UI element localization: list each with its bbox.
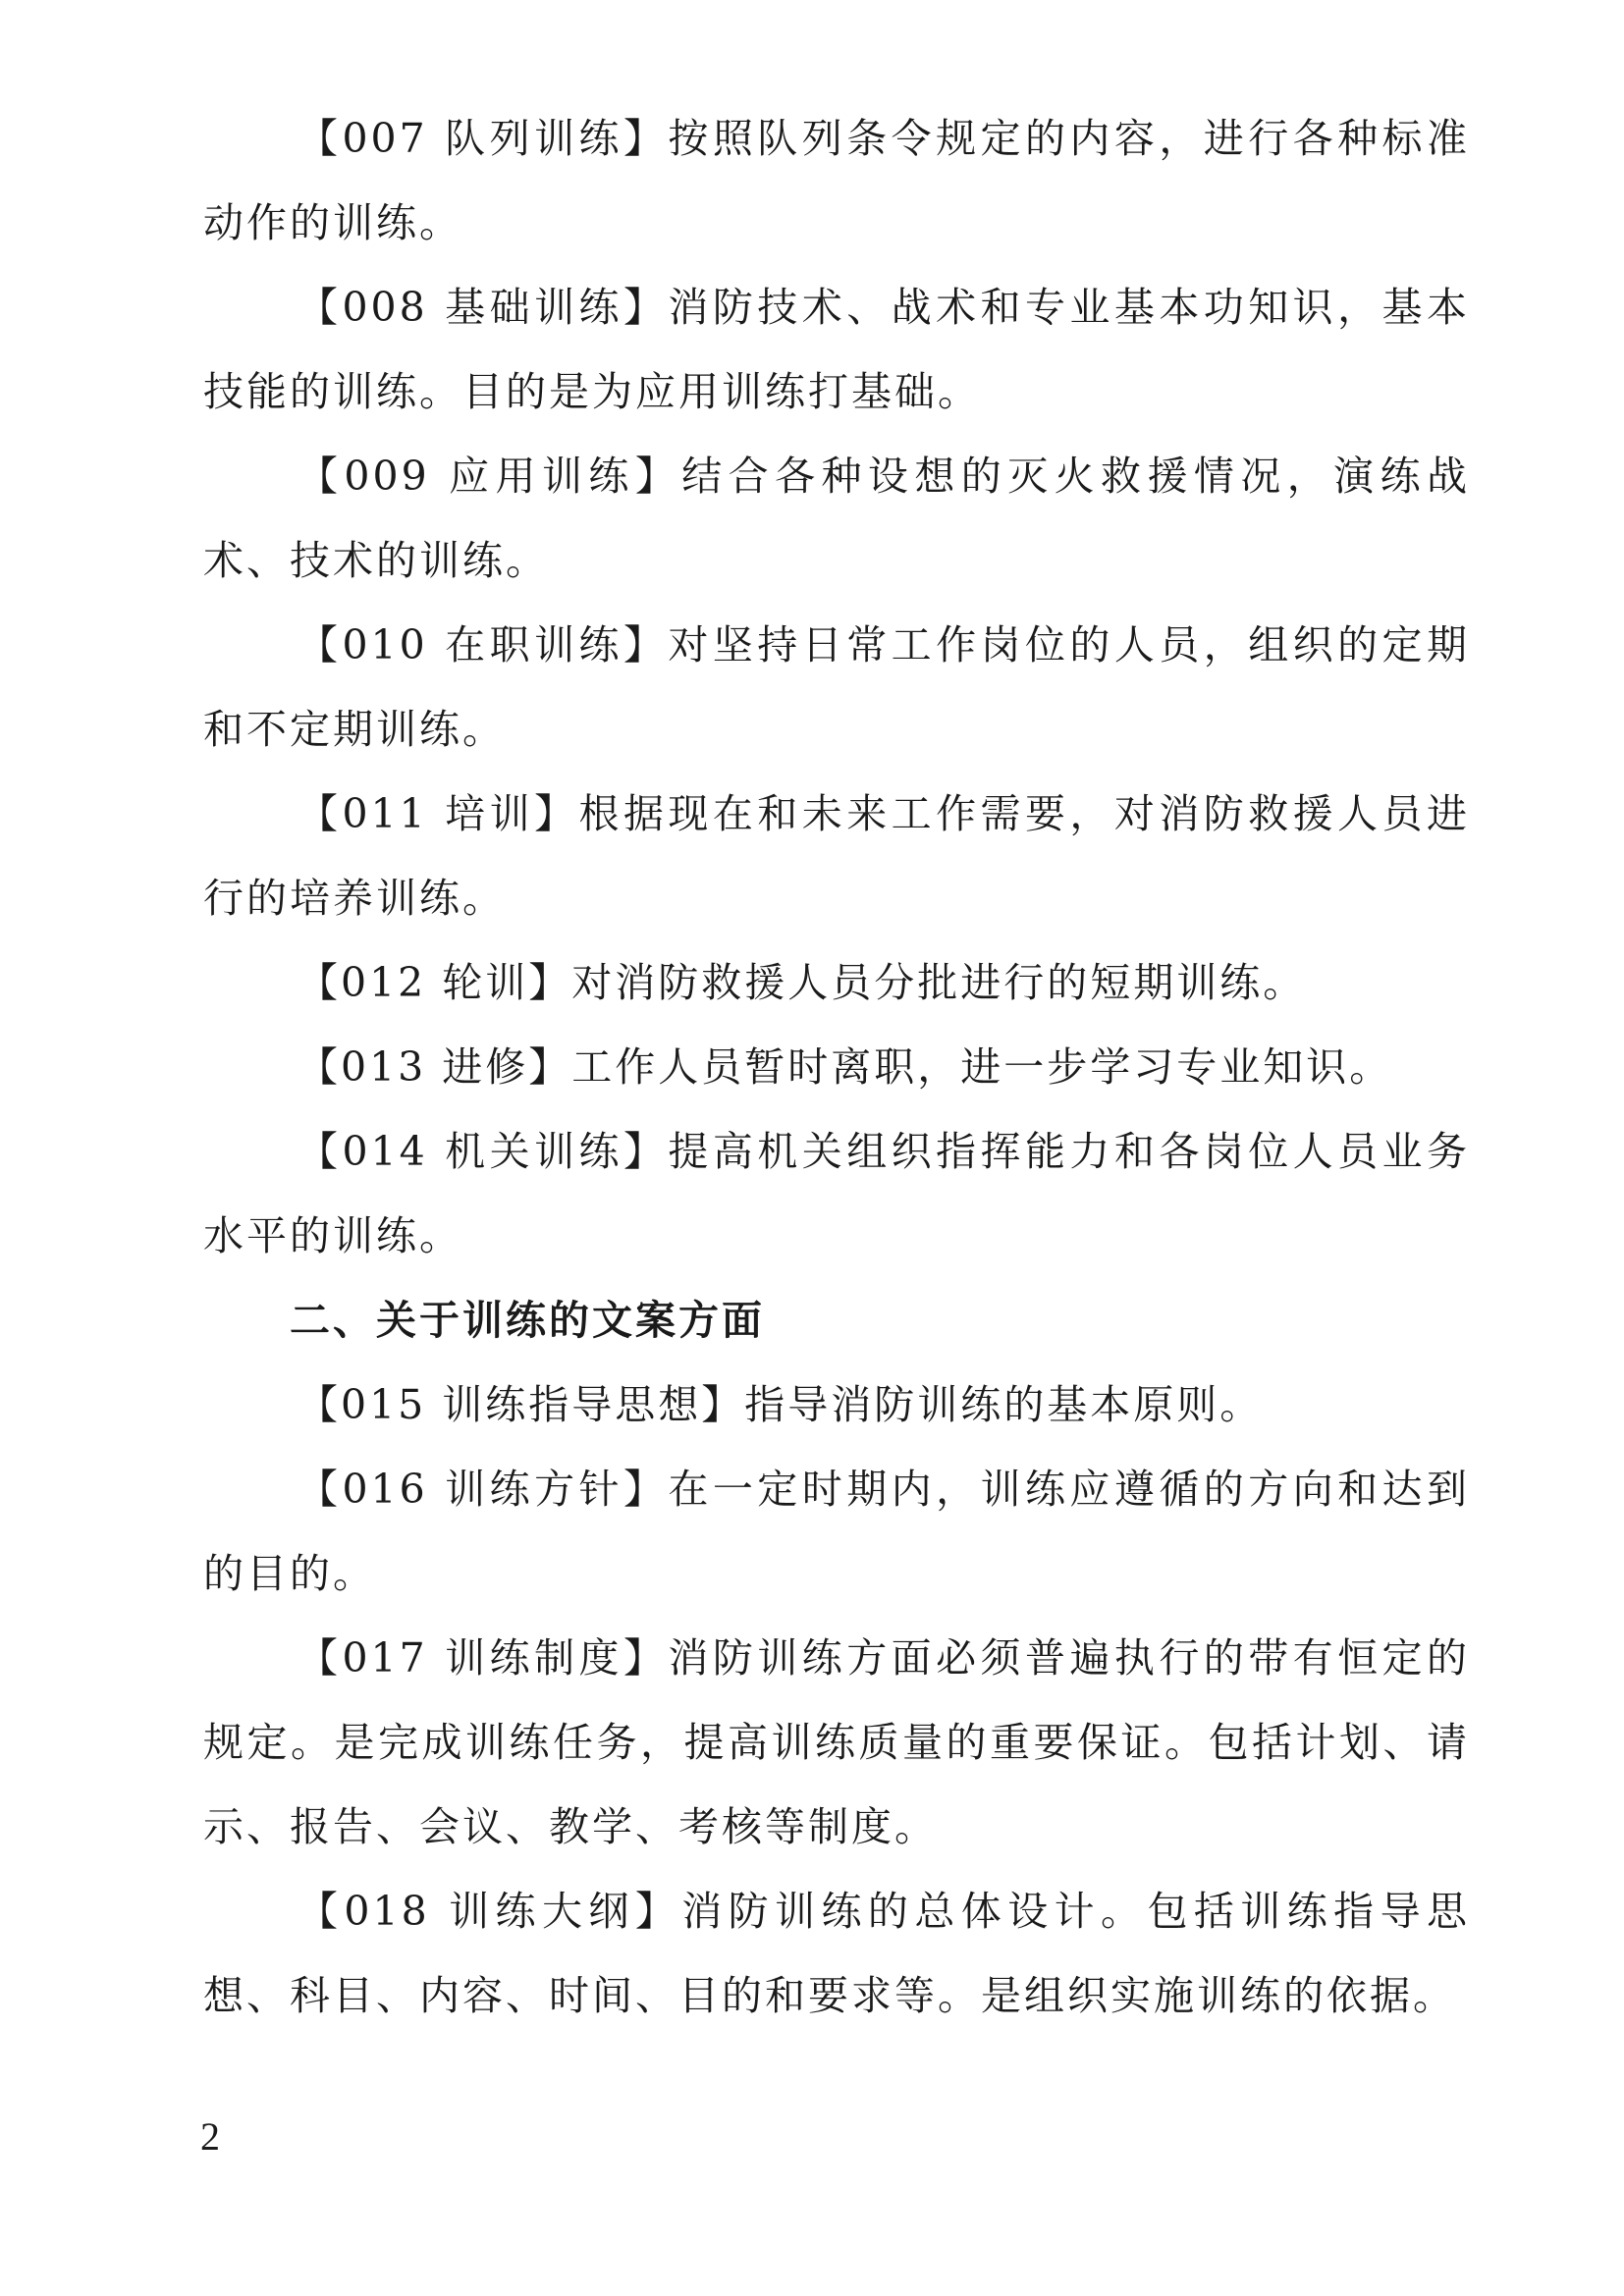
section-heading: 二、关于训练的文案方面 xyxy=(290,1297,765,1344)
term-013-paragraph: 【013 进修】工作人员暂时离职，进一步学习专业知识。 xyxy=(298,1043,1393,1091)
page-number: 2 xyxy=(200,2114,220,2159)
term-007-paragraph: 【007 队列训练】按照队列条令规定的内容，进行各种标准动作的训练。 xyxy=(203,115,1470,246)
term-018-paragraph: 【018 训练大纲】消防训练的总体设计。包括训练指导思想、科目、内容、时间、目的和要求等。是组织实施训练的依据。 xyxy=(203,1888,1470,2019)
term-009-paragraph: 【009 应用训练】结合各种设想的灭火救援情况，演练战术、技术的训练。 xyxy=(203,453,1470,584)
term-017-paragraph: 【017 训练制度】消防训练方面必须普遍执行的带有恒定的规定。是完成训练任务，提高训练质量的重要保证。包括计划、请示、报告、会议、教学、考核等制度。 xyxy=(203,1634,1470,1850)
term-015-paragraph: 【015 训练指导思想】指导消防训练的基本原则。 xyxy=(298,1381,1264,1428)
document-body xyxy=(203,96,1470,2038)
term-014-paragraph: 【014 机关训练】提高机关组织指挥能力和各岗位人员业务水平的训练。 xyxy=(203,1128,1470,1259)
term-008-paragraph: 【008 基础训练】消防技术、战术和专业基本功知识，基本技能的训练。目的是为应用训练打基础。 xyxy=(203,284,1470,415)
term-011-paragraph: 【011 培训】根据现在和未来工作需要，对消防救援人员进行的培养训练。 xyxy=(203,790,1470,922)
term-010-paragraph: 【010 在职训练】对坚持日常工作岗位的人员，组织的定期和不定期训练。 xyxy=(203,621,1470,753)
term-012-paragraph: 【012 轮训】对消防救援人员分批进行的短期训练。 xyxy=(298,959,1307,1006)
term-016-paragraph: 【016 训练方针】在一定时期内，训练应遵循的方向和达到的目的。 xyxy=(203,1466,1470,1597)
